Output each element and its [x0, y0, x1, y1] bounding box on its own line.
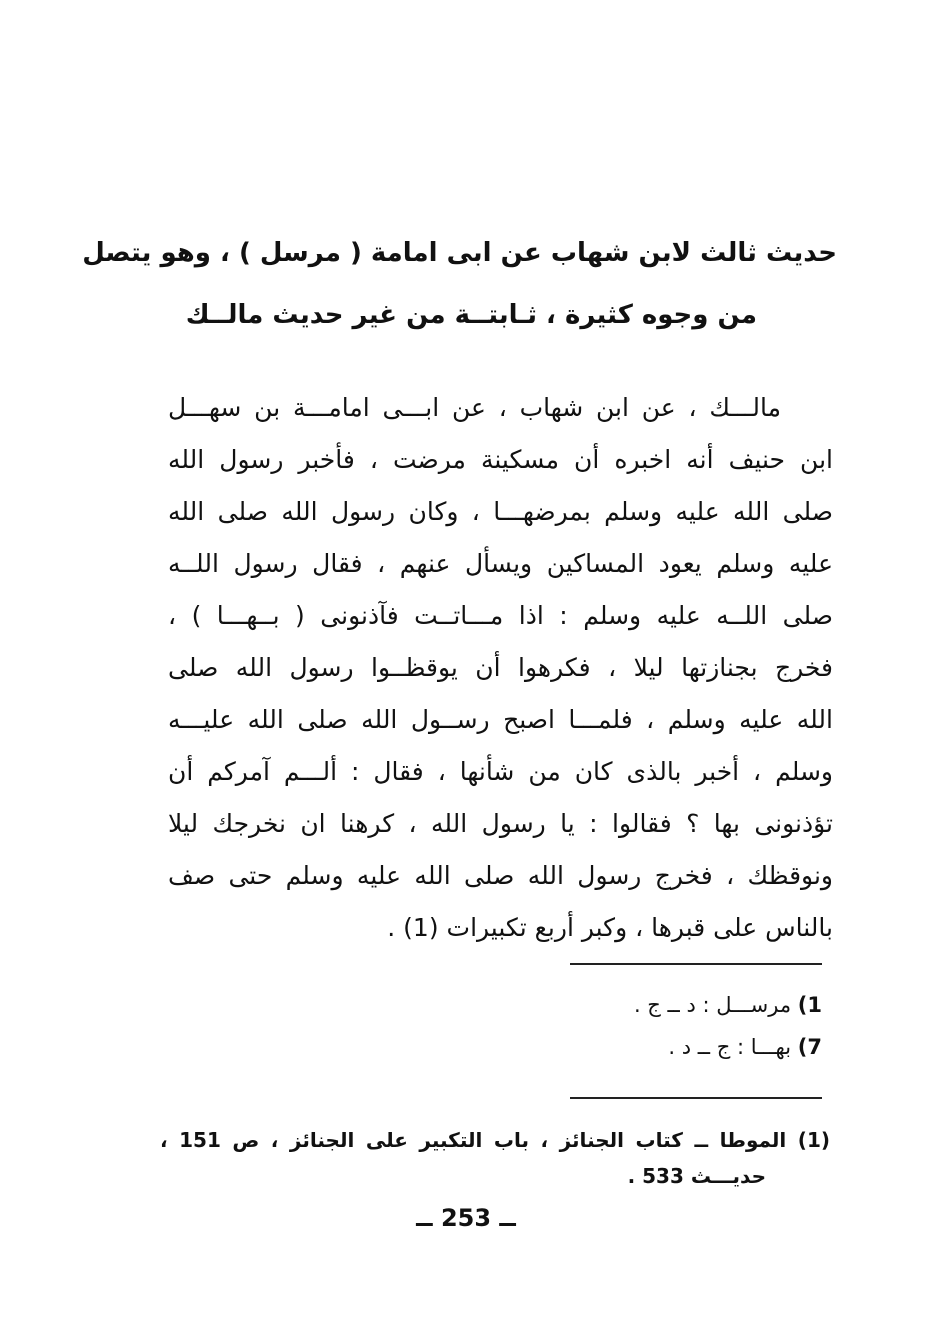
text-line: عليه وسلم يعود المساكين ويسأل عنهم ، فقال رسول اللــه — [168, 549, 833, 578]
text-line: فخرج بجنازتها ليلا ، فكرهوا أن يوقظــوا رسول الله صلى — [168, 653, 833, 682]
chapter-heading — [82, 222, 837, 346]
manuscript-variants — [634, 984, 822, 1068]
variant-text: مرســـل : د ــ ج . — [633, 993, 792, 1017]
separator-rule — [570, 963, 822, 965]
heading-line: من وجوه كثيرة ، ثـابتــة من غير حديث مالــك — [185, 300, 757, 330]
footnote-line: حديـــث 533 . — [627, 1164, 766, 1188]
text-line: بالناس على قبرها ، وكبر أربع تكبيرات (1) . — [387, 913, 833, 942]
text-line: صلى الله عليه وسلم بمرضهـــا ، وكان رسول الله صلى الله — [168, 497, 833, 526]
page-number: ــ 253 ــ — [416, 1204, 516, 1232]
text-line: ونوقظك ، فخرج رسول الله صلى الله عليه وسلم حتى صف — [168, 861, 833, 890]
footnote-line: (1) الموطا ــ كتاب الجنائز ، باب التكبير على الجنائز ، ص 151 ، — [160, 1128, 831, 1152]
text-line: وسلم ، أخبر بالذى كان من شأنها ، فقال : ألـــم آمركم أن — [168, 757, 833, 786]
hadith-text — [168, 382, 833, 954]
variant-number: 7) — [797, 1035, 822, 1059]
text-line: مالـــك ، عن ابن شهاب ، عن ابـــى امامـــة بن سهـــل — [168, 393, 781, 422]
text-line: تؤذنونى بها ؟ فقالوا : يا رسول الله ، كرهنا ان نخرجك ليلا — [168, 809, 833, 838]
footnote — [160, 1122, 830, 1194]
text-line: ابن حنيف أنه اخبره أن مسكينة مرضت ، فأخبر رسول الله — [168, 445, 833, 474]
separator-rule — [570, 1097, 822, 1099]
text-line: الله عليه وسلم ، فلمـــا اصبح رســول الله صلى الله عليـــه — [168, 705, 833, 734]
variant-note — [634, 1026, 822, 1068]
heading-line: حديث ثالث لابن شهاب عن ابى امامة ( مرسل ) ، وهو يتصل — [82, 238, 837, 268]
text-line: صلى اللــه عليه وسلم : اذا مـــاتــت فآذنونى ( بــهـــا ) ، — [168, 601, 833, 630]
variant-note — [634, 984, 822, 1026]
variant-number: 1) — [797, 993, 822, 1017]
variant-text: بهـــا : ج ــ د . — [668, 1035, 792, 1059]
